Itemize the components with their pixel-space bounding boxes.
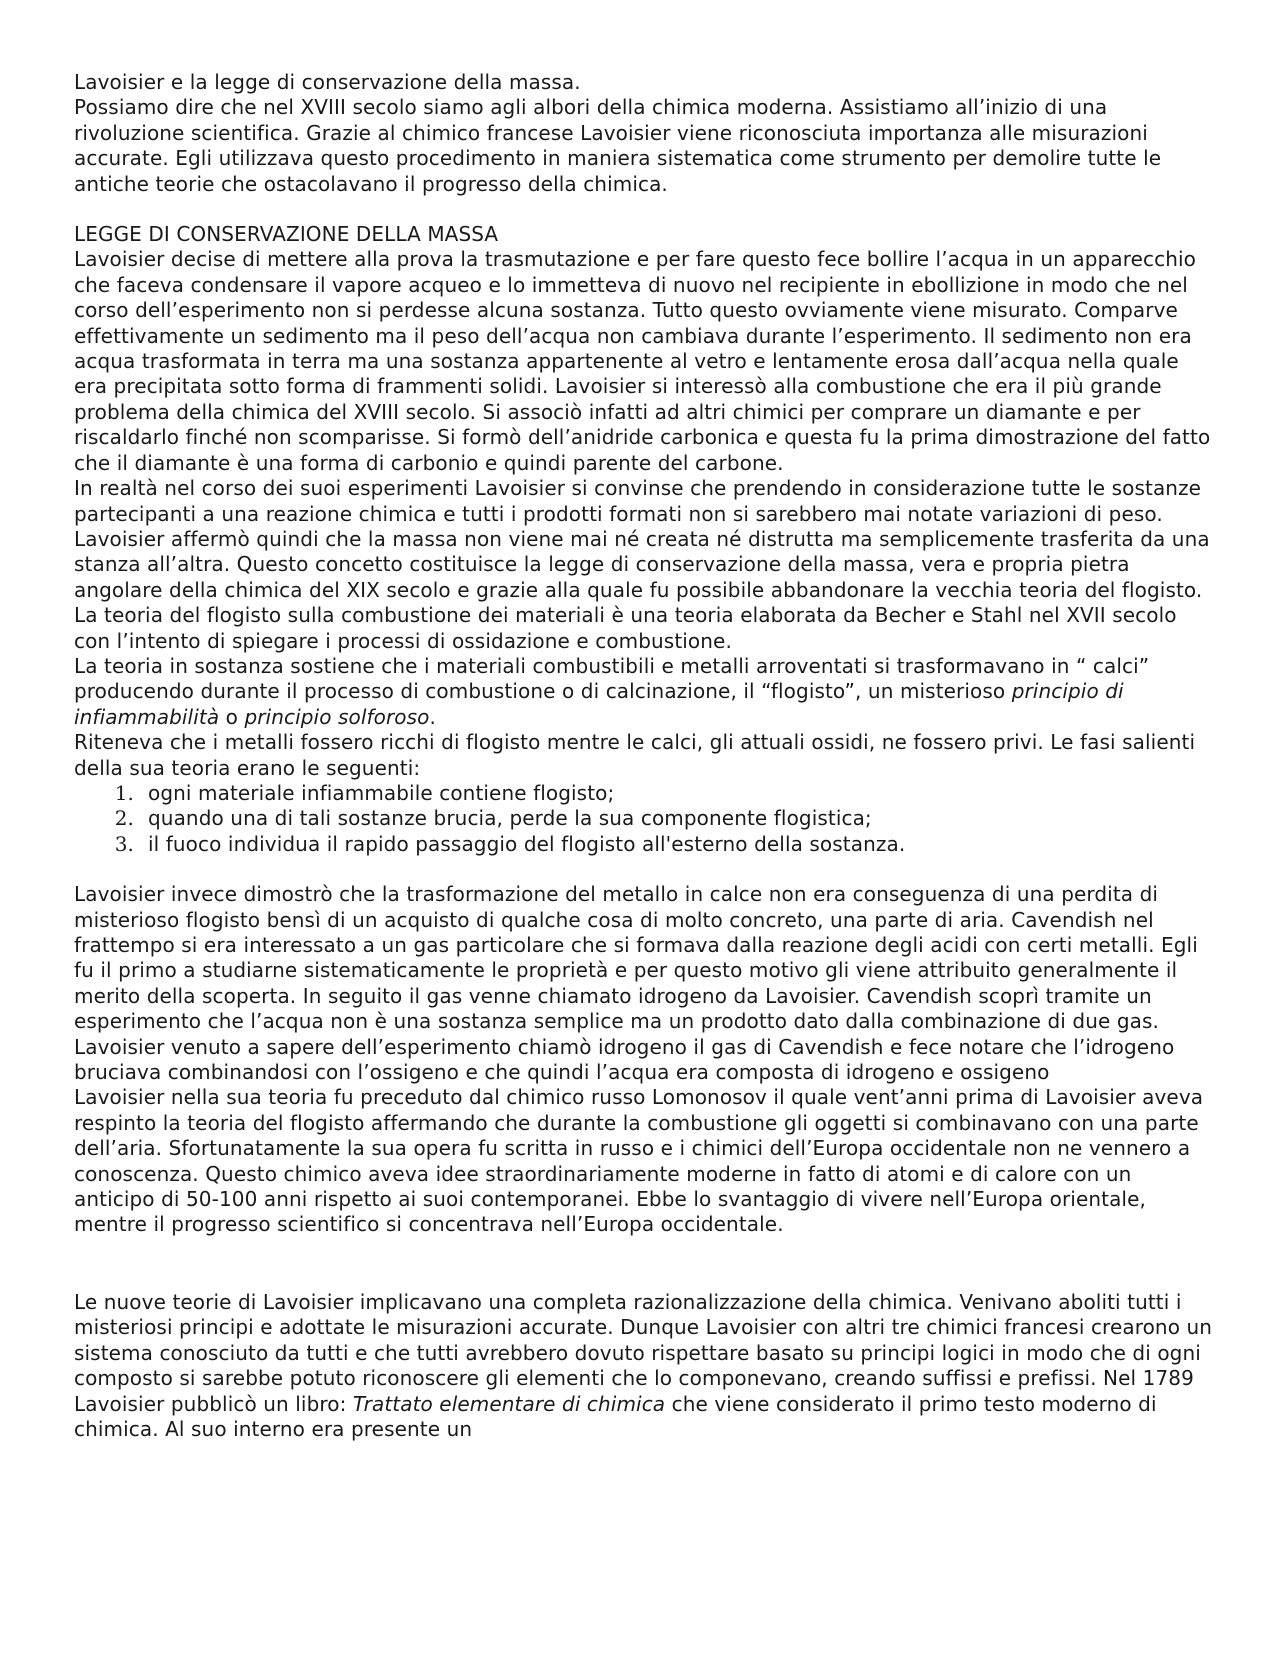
mass-conservation-paragraph: In realtà nel corso dei suoi esperimenti Lavoisier si convinse che prendendo in considerazione tutte le sostanze partecipanti a una reazione chimica e tutti i prodotti formati non si sarebbero mai notate variazioni di peso. Lavoisier affermò quindi che la massa non viene mai né creata né distrutta ma semplicemente trasferita da una stanza all’altra. Questo concetto costituisce la legge di conservazione della massa, vera e propria pietra angolare della chimica del XIX secolo e grazie alla quale fu possibile abbandonare la vecchia teoria del flogisto. xyxy=(74,476,1210,602)
section-heading: LEGGE DI CONSERVAZIONE DELLA MASSA xyxy=(74,222,499,247)
intro-paragraph: Possiamo dire che nel XVIII secolo siamo agli albori della chimica moderna. Assistiamo all’inizio di una rivoluzione scientifica. Grazie al chimico francese Lavoisier viene riconosciuta importanza alle misurazioni accurate. Egli utilizzava questo procedimento in maniera sistematica come strumento per demolire tutte le antiche teorie che ostacolavano il progresso della chimica. xyxy=(74,95,1162,196)
new-theories-paragraph xyxy=(74,1290,1214,1442)
phases-list xyxy=(74,781,1214,857)
list-number: 1. xyxy=(114,780,134,805)
theory-italic-1: principio di infiammabilità xyxy=(74,679,1124,729)
spacer xyxy=(74,1238,1214,1290)
believed-paragraph: Riteneva che i metalli fossero ricchi di flogisto mentre le calci, gli attuali ossidi, ne fossero privi. Le fasi salienti della sua teoria erano le seguenti: xyxy=(74,730,1196,780)
new-theories-text-end: che viene considerato il primo testo moderno di chimica. Al suo interno era presente un xyxy=(74,1391,1157,1441)
list-text: quando una di tali sostanze brucia, perde la sua componente flogistica; xyxy=(148,806,872,831)
theory-text-end: . xyxy=(429,704,436,729)
list-number: 2. xyxy=(114,806,134,831)
list-item xyxy=(74,832,1214,857)
spacer xyxy=(74,857,1214,882)
theory-text: La teoria in sostanza sostiene che i materiali combustibili e metalli arroventati si trasformavano in “ calci” producendo durante il processo di combustione o di calcinazione, il “flogisto”, un misterioso xyxy=(74,653,1150,704)
theory-italic-2: principio solforoso xyxy=(244,704,430,729)
cavendish-paragraph: Lavoisier invece dimostrò che la trasformazione del metallo in calce non era conseguenza di una perdita di misterioso flogisto bensì di un acquisto di qualche cosa di molto concreto, una parte di aria. Cavendish nel frattempo si era interessato a un gas particolare che si formava dalla reazione degli acidi con certi metalli. Egli fu il primo a studiarne sistematicamente le proprietà e per questo motivo gli viene attribuito generalmente il merito della scoperta. In seguito il gas venne chiamato idrogeno da Lavoisier. Cavendish scoprì tramite un esperimento che l’acqua non è una sostanza semplice ma un prodotto dato dalla combinazione di due gas. Lavoisier venuto a sapere dell’esperimento chiamò idrogeno il gas di Cavendish e fece notare che l’idrogeno bruciava combinandosi con l’ossigeno e che quindi l’acqua era composta di idrogeno e ossigeno xyxy=(74,882,1198,1085)
theory-paragraph xyxy=(74,654,1214,730)
list-text: il fuoco individua il rapido passaggio del flogisto all'esterno della sostanza. xyxy=(148,831,906,856)
phlogiston-paragraph: La teoria del flogisto sulla combustione dei materiali è una teoria elaborata da Becher e Stahl nel XVII secolo con l’intento di spiegare i processi di ossidazione e combustione. xyxy=(74,603,1177,653)
document-page xyxy=(74,70,1214,1442)
list-item xyxy=(74,781,1214,806)
experiment-paragraph: Lavoisier decise di mettere alla prova la trasmutazione e per fare questo fece bollire l’acqua in un apparecchio che faceva condensare il vapore acqueo e lo immetteva di nuovo nel recipiente in ebollizione in modo che nel corso dell’esperimento non si perdesse alcuna sostanza. Tutto questo ovviamente viene misurato. Comparve effettivamente un sedimento ma il peso dell’acqua non cambiava durante l’esperimento. Il sedimento non era acqua trasformata in terra ma una sostanza appartenente al vetro e lentamente erosa dall’acqua nella quale era precipitata sotto forma di frammenti solidi. Lavoisier si interessò alla combustione che era il più grande problema della chimica del XVIII secolo. Si associò infatti ad altri chimici per comprare un diamante e per riscaldarlo finché non scomparisse. Si formò dell’anidride carbonica e questa fu la prima dimostrazione del fatto che il diamante è una forma di carbonio e quindi parente del carbone. xyxy=(74,247,1211,475)
spacer xyxy=(74,197,1214,222)
lomonosov-paragraph: Lavoisier nella sua teoria fu preceduto dal chimico russo Lomonosov il quale vent’anni prima di Lavoisier aveva respinto la teoria del flogisto affermando che durante la combustione gli oggetti si combinavano con una parte dell’aria. Sfortunatamente la sua opera fu scritta in russo e i chimici dell’Europa occidentale non ne vennero a conoscenza. Questo chimico aveva idee straordinariamente moderne in fatto di atomi e di calore con un anticipo di 50-100 anni rispetto ai suoi contemporanei. Ebbe lo svantaggio di vivere nell’Europa orientale, mentre il progresso scientifico si concentrava nell’Europa occidentale. xyxy=(74,1085,1204,1237)
list-number: 3. xyxy=(114,831,134,856)
list-text: ogni materiale infiammabile contiene flogisto; xyxy=(148,780,615,805)
document-title: Lavoisier e la legge di conservazione della massa. xyxy=(74,70,581,94)
new-theories-text: Le nuove teorie di Lavoisier implicavano una completa razionalizzazione della chimica. Venivano aboliti tutti i misteriosi principi e adottate le misurazioni accurate. Dunque Lavoisier con altri tre chimici francesi crearono un sistema conosciuto da tutti e che tutti avrebbero dovuto rispettare basato su principi logici in modo che di ogni composto si sarebbe potuto riconoscere gli elementi che lo componevano, creando suffissi e prefissi. Nel 1789 Lavoisier pubblicò un libro: xyxy=(74,1289,1213,1416)
theory-text-mid: o xyxy=(219,704,245,729)
list-item xyxy=(74,806,1214,831)
book-title: Trattato elementare di chimica xyxy=(352,1391,666,1416)
